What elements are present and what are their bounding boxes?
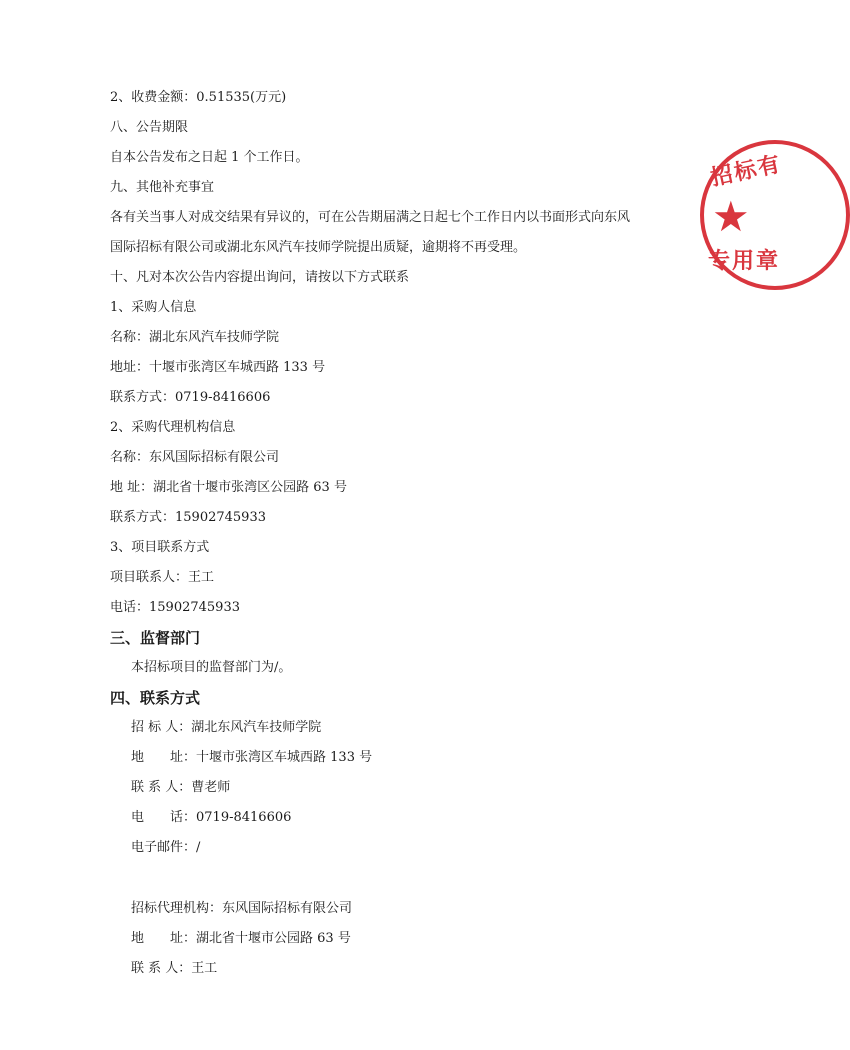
tenderer-phone-row [131, 809, 291, 827]
tenderer-phone-value: 0719-8416606 [196, 810, 292, 825]
agent-value: 东风国际招标有限公司 [222, 901, 353, 916]
seal-star-icon: ★ [712, 192, 750, 241]
objection-text-line2: 国际招标有限公司或湖北东风汽车技师学院提出质疑，逾期将不再受理。 [110, 240, 527, 255]
section-10-title: 十、凡对本次公告内容提出询问，请按以下方式联系 [110, 270, 410, 285]
tenderer-row [131, 719, 321, 737]
supervision-heading: 三、监督部门 [110, 629, 201, 647]
tenderer-email-label: 电子邮件： [131, 840, 197, 855]
agent-address-value: 湖北省十堰市公园路 63 号 [196, 931, 351, 946]
objection-text-line1: 各有关当事人对成交结果有异议的，可在公告期届满之日起七个工作日内以书面形式向东风 [110, 210, 631, 225]
section-9-title: 九、其他补充事宜 [110, 180, 215, 195]
project-contact-person: 项目联系人：王工 [110, 570, 215, 585]
tenderer-phone-label: 电 话： [131, 810, 197, 825]
tenderer-address-value: 十堰市张湾区车城西路 133 号 [196, 750, 373, 765]
agency-name: 名称：东风国际招标有限公司 [110, 450, 280, 465]
notice-period-text: 自本公告发布之日起 1 个工作日。 [110, 150, 309, 165]
tenderer-contact-label: 联 系 人： [131, 780, 192, 795]
official-seal [700, 140, 785, 300]
agent-contact-value: 王工 [191, 961, 218, 976]
tenderer-address-label: 地 址： [131, 750, 197, 765]
tenderer-address-row [131, 749, 372, 767]
agent-contact-label: 联 系 人： [131, 961, 192, 976]
agent-address-row [131, 930, 351, 948]
tenderer-contact-row [131, 779, 230, 797]
purchaser-name: 名称：湖北东风汽车技师学院 [110, 330, 280, 345]
seal-text-bottom: 专用章 [708, 249, 781, 274]
tenderer-email-row [131, 839, 200, 857]
tenderer-contact-value: 曹老师 [191, 780, 231, 795]
project-contact-title: 3、项目联系方式 [110, 540, 210, 555]
agent-address-label: 地 址： [131, 931, 197, 946]
purchaser-contact: 联系方式：0719-8416606 [110, 390, 271, 405]
agency-contact: 联系方式：15902745933 [110, 510, 266, 525]
supervision-text: 本招标项目的监督部门为/。 [131, 660, 292, 675]
seal-text-top: 招标有 [708, 151, 785, 192]
tenderer-email-value: / [196, 840, 201, 855]
agent-label: 招标代理机构： [131, 901, 223, 916]
purchaser-address: 地址：十堰市张湾区车城西路 133 号 [110, 360, 326, 375]
contact-heading: 四、联系方式 [110, 689, 201, 707]
section-8-title: 八、公告期限 [110, 120, 189, 135]
agent-contact-row [131, 960, 217, 978]
agency-info-title: 2、采购代理机构信息 [110, 420, 236, 435]
project-contact-phone: 电话：15902745933 [110, 600, 240, 615]
agent-row [131, 900, 352, 918]
purchaser-info-title: 1、采购人信息 [110, 300, 197, 315]
tenderer-label: 招 标 人： [131, 720, 192, 735]
fee-amount-line: 2、收费金额：0.51535(万元) [110, 90, 287, 105]
agency-address: 地 址：湖北省十堰市张湾区公园路 63 号 [110, 480, 347, 495]
tenderer-value: 湖北东风汽车技师学院 [191, 720, 322, 735]
